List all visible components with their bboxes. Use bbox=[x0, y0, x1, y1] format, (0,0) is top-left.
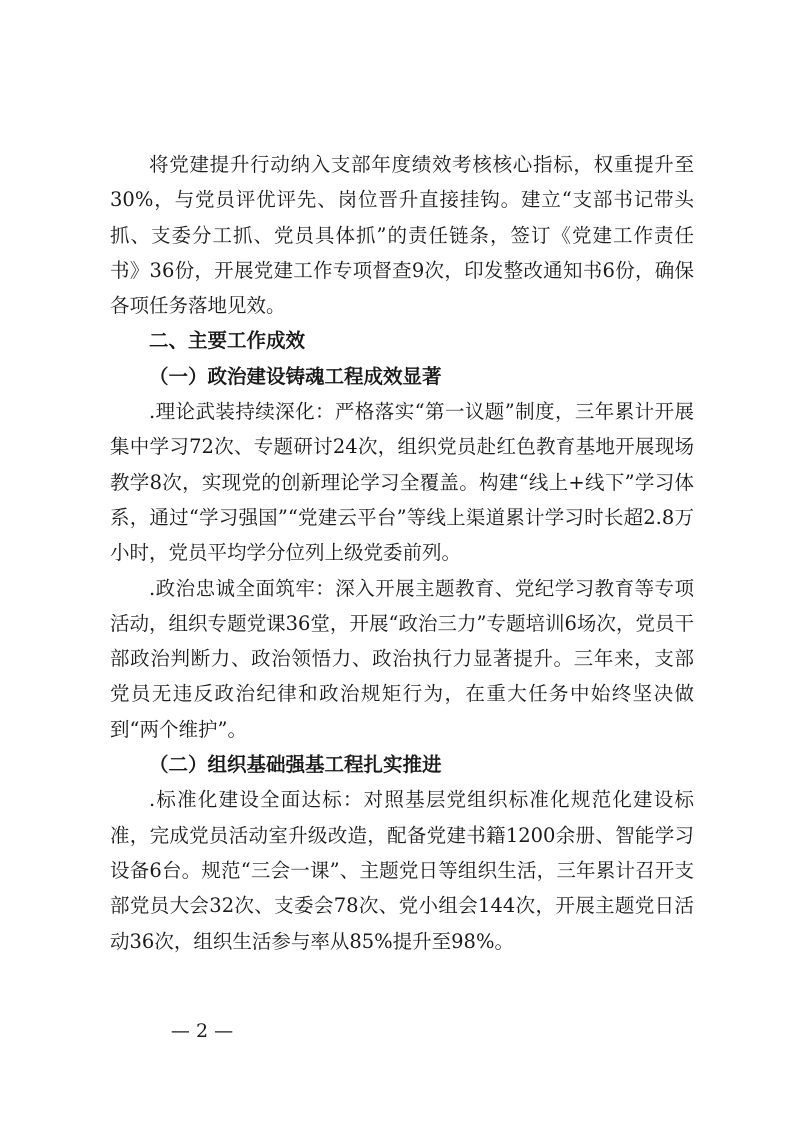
paragraph-theory-study: .理论武装持续深化：严格落实“第一议题”制度，三年累计开展集中学习72次、专题研讨24次，组织党员赴红色教育基地开展现场教学8次，实现党的创新理论学习全覆盖。构建“线上+线下”学习体系，通过“学习强国”“党建云平台”等线上渠道累计学习时长超2.8万小时，党员平均学分位列上级党委前列。 bbox=[110, 400, 694, 565]
document-body bbox=[110, 147, 694, 959]
paragraph-standardization: .标准化建设全面达标：对照基层党组织标准化规范化建设标准，完成党员活动室升级改造，配备党建书籍1200余册、智能学习设备6台。规范“三会一课”、主题党日等组织生活，三年累计召开支部党员大会32次、支委会78次、党小组会144次，开展主题党日活动36次，组织生活参与率从85%提升至98%。 bbox=[110, 788, 694, 953]
section-heading-main-achievements: 二、主要工作成效 bbox=[149, 329, 306, 353]
paragraph-responsibility: 将党建提升行动纳入支部年度绩效考核核心指标，权重提升至30%，与党员评优评先、岗位晋升直接挂钩。建立“支部书记带头抓、支委分工抓、党员具体抓”的责任链条，签订《党建工作责任书》36份，开展党建工作专项督查9次，印发整改通知书6份，确保各项任务落地见效。 bbox=[110, 153, 694, 318]
subsection-heading-political-building: （一）政治建设铸魂工程成效显著 bbox=[149, 364, 442, 388]
paragraph-political-loyalty: .政治忠诚全面筑牢：深入开展主题教育、党纪学习教育等专项活动，组织专题党课36堂，开展“政治三力”专题培训6场次，党员干部政治判断力、政治领悟力、政治执行力显著提升。三年来，支部党员无违反政治纪律和政治规矩行为，在重大任务中始终坚决做到“两个维护”。 bbox=[110, 576, 694, 741]
page-number: — 2 — bbox=[170, 1020, 234, 1042]
subsection-heading-organization-foundation: （二）组织基础强基工程扎实推进 bbox=[149, 753, 442, 777]
